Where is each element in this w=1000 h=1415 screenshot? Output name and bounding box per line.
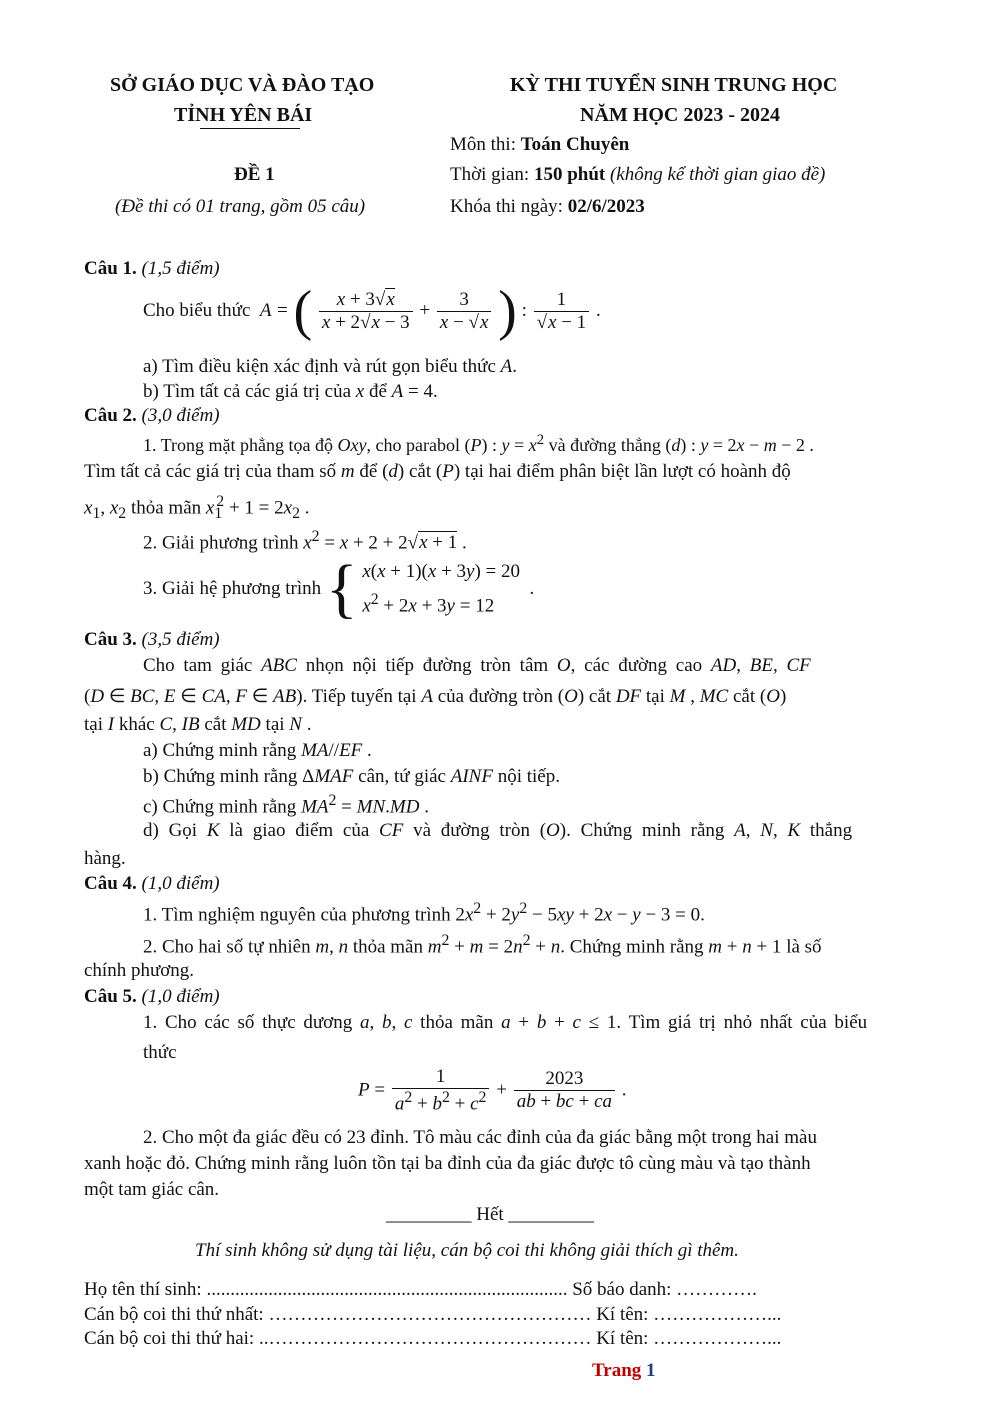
q2-heading bbox=[84, 405, 220, 427]
end-marker: _________ Hết _________ bbox=[386, 1204, 594, 1225]
date-value: 02/6/2023 bbox=[567, 196, 645, 217]
q5-part2-line3: một tam giác cân. bbox=[84, 1179, 220, 1200]
q2-part2: 2. Giải phương trình $x^2 = x + 2 + 2√x + 1$ . bbox=[143, 528, 467, 554]
proctor-2-line: Cán bộ coi thi thứ hai: ..…………………………………………… Kí tên: ………………... bbox=[84, 1328, 782, 1349]
date-line bbox=[450, 196, 645, 218]
q1-expression: Cho biểu thức A = ( $\frac{x + 3√x}{x + 2√x - 3}$ + $\frac{3}{x - √x}$ ) : $\frac{1}{√x - 1}$ . bbox=[143, 280, 601, 342]
q5-part2-line1: 2. Cho một đa giác đều có 23 đỉnh. Tô màu các đỉnh của đa giác bằng một trong hai màu bbox=[143, 1127, 817, 1148]
q3-part-c: c) Chứng minh rằng $MA^2 = MN.MD$ . bbox=[143, 792, 429, 818]
q3-line2: (D ∈ BC, E ∈ CA, F ∈ AB). Tiếp tuyến tại A của đường tròn (O) cắt DF tại M , MC cắt (O) bbox=[84, 686, 787, 707]
subject-line bbox=[450, 134, 629, 156]
q5-expression: P = $\frac{1}{a^2 + b^2 + c^2}$ + $\frac{2023}{ab + bc + ca}$ . bbox=[358, 1066, 627, 1115]
q5-title: Câu 5. bbox=[84, 986, 137, 1007]
exam-title: KỲ THI TUYỂN SINH TRUNG HỌC bbox=[510, 74, 838, 96]
q3-heading bbox=[84, 629, 220, 651]
q1-intro: Cho biểu thức bbox=[143, 300, 251, 321]
province-underline bbox=[200, 128, 300, 129]
exam-code: ĐỀ 1 bbox=[234, 164, 275, 185]
time-line bbox=[450, 164, 825, 186]
school-year: NĂM HỌC 2023 - 2024 bbox=[580, 104, 780, 126]
q4-part1: 1. Tìm nghiệm nguyên của phương trình $2x^2 + 2y^2 - 5xy + 2x - y - 3 = 0$. bbox=[143, 900, 705, 926]
q1-part-b: b) Tìm tất cả các giá trị của x để A = 4. bbox=[143, 381, 438, 402]
q5-heading bbox=[84, 986, 220, 1008]
q3-points: (3,5 điểm) bbox=[141, 629, 220, 650]
subject-label: Môn thi: bbox=[450, 134, 521, 155]
q1-points: (1,5 điểm) bbox=[141, 258, 220, 279]
proctor-1-line: Cán bộ coi thi thứ nhất: …………………………………………… Kí tên: ………………... bbox=[84, 1304, 782, 1325]
exam-note: (Đề thi có 01 trang, gồm 05 câu) bbox=[115, 196, 366, 217]
time-value: 150 phút bbox=[533, 164, 606, 185]
page-label: Trang bbox=[592, 1360, 642, 1381]
q2-part1-line2: Tìm tất cả các giá trị của tham số m để (d) cắt (P) tại hai điểm phân biệt lần lượt có hoành độ bbox=[84, 461, 791, 482]
candidate-name-line: Họ tên thí sinh: ............................................................................ Số báo danh: …………. bbox=[84, 1279, 757, 1300]
q2-points: (3,0 điểm) bbox=[141, 405, 220, 426]
q2-part1-line3: $x_1$, $x_2$ thỏa mãn $x_1^2 + 1 = 2x_2$ . bbox=[84, 493, 310, 523]
q2-part3: 3. Giải hệ phương trình { x(x + 1)(x + 3y) = 20 $x^2 + 2x + 3y = 12$ . bbox=[143, 552, 535, 625]
q3-line1: Cho tam giác ABC nhọn nội tiếp đường tròn tâm O, các đường cao AD, BE, CF bbox=[143, 655, 811, 676]
subject-value: Toán Chuyên bbox=[520, 134, 630, 155]
department-name: SỞ GIÁO DỤC VÀ ĐÀO TẠO bbox=[110, 74, 375, 96]
q3-part-d: d) Gọi K là giao điểm của CF và đường tròn (O). Chứng minh rằng A, N, K thẳng bbox=[143, 820, 853, 841]
page-number bbox=[592, 1360, 656, 1382]
time-note: (không kể thời gian giao đề) bbox=[609, 164, 826, 185]
q3-line3: tại I khác C, IB cắt MD tại N . bbox=[84, 714, 312, 735]
time-label: Thời gian: bbox=[450, 164, 534, 185]
q5-part1: 1. Cho các số thực dương a, b, c thỏa mãn a + b + c ≤ 1. Tìm giá trị nhỏ nhất của biểu bbox=[143, 1012, 868, 1033]
q4-title: Câu 4. bbox=[84, 873, 137, 894]
q4-heading bbox=[84, 873, 220, 895]
q5-part2-line2: xanh hoặc đỏ. Chứng minh rằng luôn tồn tại ba đỉnh của đa giác được tô cùng màu và tạo thành bbox=[84, 1153, 811, 1174]
q4-part2-line2: chính phương. bbox=[84, 960, 195, 981]
page-num: 1 bbox=[646, 1360, 656, 1381]
province-name: TỈNH YÊN BÁI bbox=[174, 104, 313, 126]
q3-part-a: a) Chứng minh rằng MA//EF . bbox=[143, 740, 372, 761]
date-label: Khóa thi ngày: bbox=[450, 196, 568, 217]
q4-points: (1,0 điểm) bbox=[141, 873, 220, 894]
q1-part-a: a) Tìm điều kiện xác định và rút gọn biểu thức A. bbox=[143, 356, 518, 377]
candidate-instruction: Thí sinh không sử dụng tài liệu, cán bộ coi thi không giải thích gì thêm. bbox=[195, 1240, 739, 1261]
q3-part-b: b) Chứng minh rằng ΔMAF cân, tứ giác AINF nội tiếp. bbox=[143, 766, 560, 787]
q2-title: Câu 2. bbox=[84, 405, 137, 426]
q3-title: Câu 3. bbox=[84, 629, 137, 650]
q5-part1-line2: thức bbox=[143, 1042, 177, 1063]
q4-part2: 2. Cho hai số tự nhiên m, n thỏa mãn $m^2 + m = 2n^2 + n$. Chứng minh rằng m + n + 1 là số bbox=[143, 932, 822, 958]
q5-points: (1,0 điểm) bbox=[141, 986, 220, 1007]
q2-part1-line1: 1. Trong mặt phẳng tọa độ Oxy, cho parabol (P) : $y = x^2$ và đường thẳng (d) : y = 2x − m − 2 . bbox=[143, 432, 814, 455]
q1-heading bbox=[84, 258, 220, 280]
q3-part-d-line2: hàng. bbox=[84, 848, 126, 869]
q1-title: Câu 1. bbox=[84, 258, 137, 279]
